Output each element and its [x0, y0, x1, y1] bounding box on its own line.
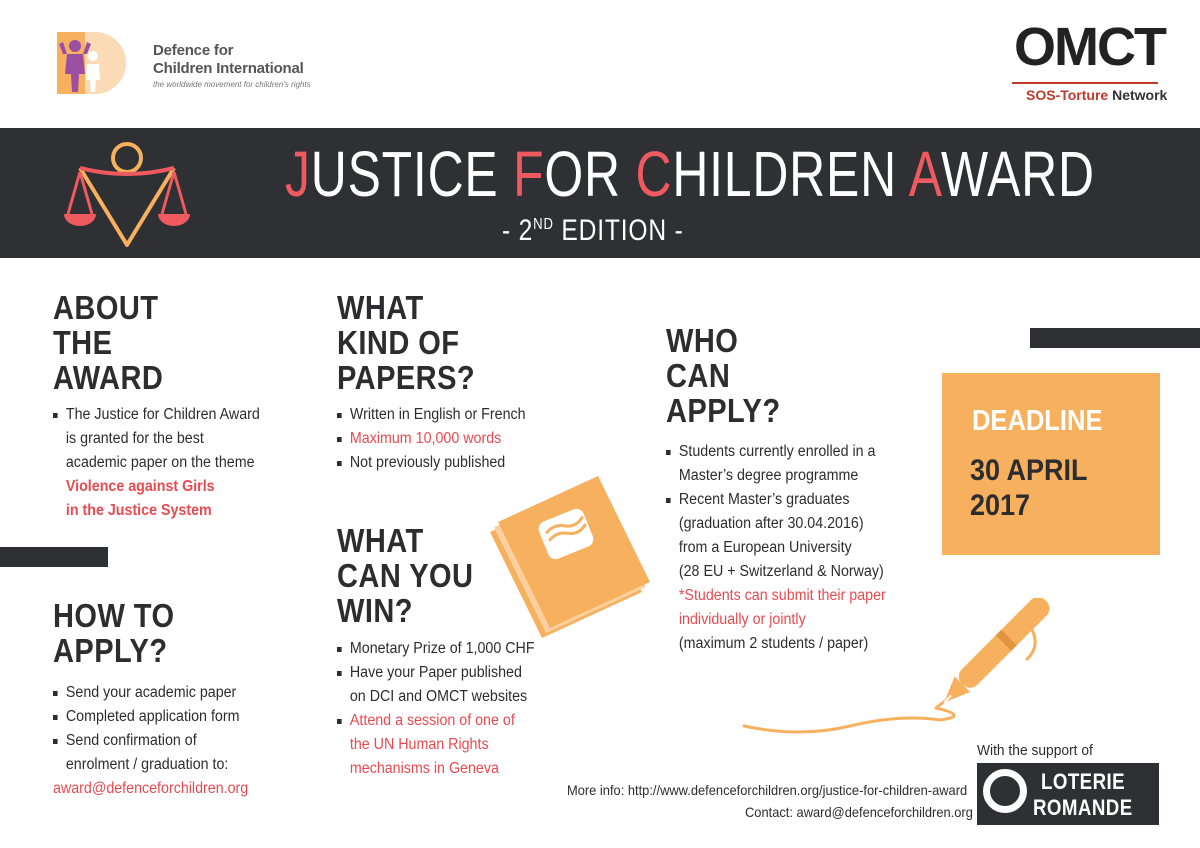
- how-item: [53, 681, 292, 705]
- loterie-romande-logo: [977, 763, 1159, 825]
- who-note-tail: (maximum 2 students / paper): [678, 635, 869, 652]
- who-heading-line: WHO: [666, 322, 739, 359]
- how-list: [53, 681, 292, 801]
- papers-list: [337, 403, 558, 475]
- papers-item-text: Written in English or French: [349, 406, 526, 423]
- omct-subtitle-dark: Network: [1108, 87, 1168, 103]
- who-item-line: Master’s degree programme: [678, 467, 859, 484]
- title-initial-j: J: [285, 138, 311, 210]
- how-item: [53, 705, 292, 729]
- how-heading-line: HOW TO: [53, 597, 175, 634]
- about-text-line: is granted for the best: [65, 430, 204, 447]
- win-list: [337, 637, 558, 781]
- omct-subtitle-red: SOS-Torture: [1026, 87, 1109, 103]
- about-heading: [53, 290, 163, 395]
- omct-logo: [1012, 17, 1168, 108]
- deadline-date: [970, 453, 1088, 523]
- how-email-item: [53, 777, 292, 801]
- win-heading-line: WHAT: [337, 522, 424, 559]
- notebook-icon: [470, 470, 660, 640]
- more-info-link[interactable]: More info: http://www.defenceforchildren.org/justice-for-children-award: [567, 782, 968, 798]
- dci-logo-mark: [55, 30, 131, 96]
- papers-item: [337, 403, 558, 427]
- papers-item-text: Not previously published: [349, 454, 506, 471]
- win-item-line: Monetary Prize of 1,000 CHF: [349, 640, 535, 657]
- win-item: [337, 709, 558, 781]
- edition-suffix: EDITION -: [553, 214, 684, 247]
- fountain-pen-icon: [740, 598, 1070, 748]
- sponsor-name-line2: ROMANDE: [1033, 795, 1133, 820]
- deadline-date-line: 2017: [970, 489, 1031, 522]
- title-word-ward: WARD: [941, 138, 1095, 210]
- who-item-line: Students currently enrolled in a: [678, 443, 876, 460]
- who-note-line: individually or jointly: [678, 611, 806, 628]
- who-note-line: *Students can submit their paper: [678, 587, 886, 604]
- edition-subtitle: [502, 214, 684, 248]
- who-item-line: (28 EU + Switzerland & Norway): [678, 563, 884, 580]
- title-word-or: OR: [544, 138, 636, 210]
- sponsor-name-line1: LOTERIE: [1041, 769, 1126, 794]
- win-item: [337, 661, 558, 709]
- deadline-date-line: 30 APRIL: [970, 454, 1088, 487]
- papers-item-text: Maximum 10,000 words: [349, 430, 502, 447]
- papers-heading-line: KIND OF: [337, 324, 460, 361]
- win-heading-line: CAN YOU: [337, 557, 474, 594]
- who-heading-line: APPLY?: [666, 392, 781, 429]
- how-item-line: Completed application form: [65, 708, 240, 725]
- decorative-bar-left: [0, 547, 108, 567]
- dci-logo: [55, 30, 315, 100]
- decorative-bar-right: [1030, 328, 1200, 348]
- how-item-line: Send confirmation of: [65, 732, 197, 749]
- papers-heading-line: PAPERS?: [337, 359, 476, 396]
- deadline-label: DEADLINE: [972, 405, 1103, 437]
- contact-email[interactable]: Contact: award@defenceforchildren.org: [745, 804, 973, 820]
- dci-tagline: the worldwide movement for children's rights: [153, 80, 311, 89]
- title-initial-f: F: [513, 138, 545, 210]
- support-label: With the support of: [977, 742, 1093, 759]
- about-theme-line: Violence against Girls: [65, 478, 215, 495]
- how-heading: [53, 598, 174, 668]
- title-word-ustice: USTICE: [310, 138, 514, 210]
- papers-heading: [337, 290, 475, 395]
- about-heading-line: ABOUT: [53, 289, 159, 326]
- about-theme-line: in the Justice System: [65, 502, 212, 519]
- edition-prefix: - 2: [502, 214, 534, 247]
- win-item: [337, 637, 558, 661]
- about-heading-line: THE: [53, 324, 113, 361]
- scales-of-justice-icon: [60, 140, 190, 250]
- omct-divider: [1012, 82, 1158, 84]
- dci-name-line2: Children International: [153, 60, 304, 77]
- who-item-line: Recent Master’s graduates: [678, 491, 850, 508]
- title-initial-a: A: [908, 138, 942, 210]
- who-heading: [666, 323, 781, 428]
- who-item-line: (graduation after 30.04.2016): [678, 515, 864, 532]
- application-email-link[interactable]: award@defenceforchildren.org: [53, 780, 249, 797]
- win-item-line: Have your Paper published: [349, 664, 522, 681]
- win-item-line: Attend a session of one of: [349, 712, 515, 729]
- papers-item: [337, 427, 558, 451]
- omct-wordmark: OMCT: [1014, 17, 1165, 77]
- edition-ordinal: ND: [533, 216, 554, 233]
- who-item-line: from a European University: [678, 539, 852, 556]
- about-text-line: academic paper on the theme: [65, 454, 255, 471]
- about-heading-line: AWARD: [53, 359, 164, 396]
- how-item-line: enrolment / graduation to:: [65, 756, 229, 773]
- win-item-line: on DCI and OMCT websites: [349, 688, 528, 705]
- how-heading-line: APPLY?: [53, 632, 168, 669]
- about-text-line: The Justice for Children Award: [65, 406, 260, 423]
- how-item: [53, 729, 292, 777]
- win-item-line: the UN Human Rights: [349, 736, 489, 753]
- how-item-line: Send your academic paper: [65, 684, 237, 701]
- award-title: [285, 138, 1095, 210]
- deadline-box: [942, 373, 1160, 555]
- who-heading-line: CAN: [666, 357, 731, 394]
- about-item: [53, 403, 283, 523]
- about-list: [53, 403, 283, 523]
- win-item-line: mechanisms in Geneva: [349, 760, 499, 777]
- who-item: [666, 440, 914, 488]
- dci-name-line1: Defence for: [153, 42, 234, 59]
- win-heading-line: WIN?: [337, 592, 413, 629]
- omct-subtitle: [1026, 87, 1167, 103]
- loterie-ring-icon: [983, 769, 1027, 813]
- win-heading: [337, 523, 473, 628]
- title-word-hildren: HILDREN: [672, 138, 909, 210]
- title-initial-c: C: [635, 138, 673, 210]
- papers-heading-line: WHAT: [337, 289, 424, 326]
- title-banner: [0, 128, 1200, 258]
